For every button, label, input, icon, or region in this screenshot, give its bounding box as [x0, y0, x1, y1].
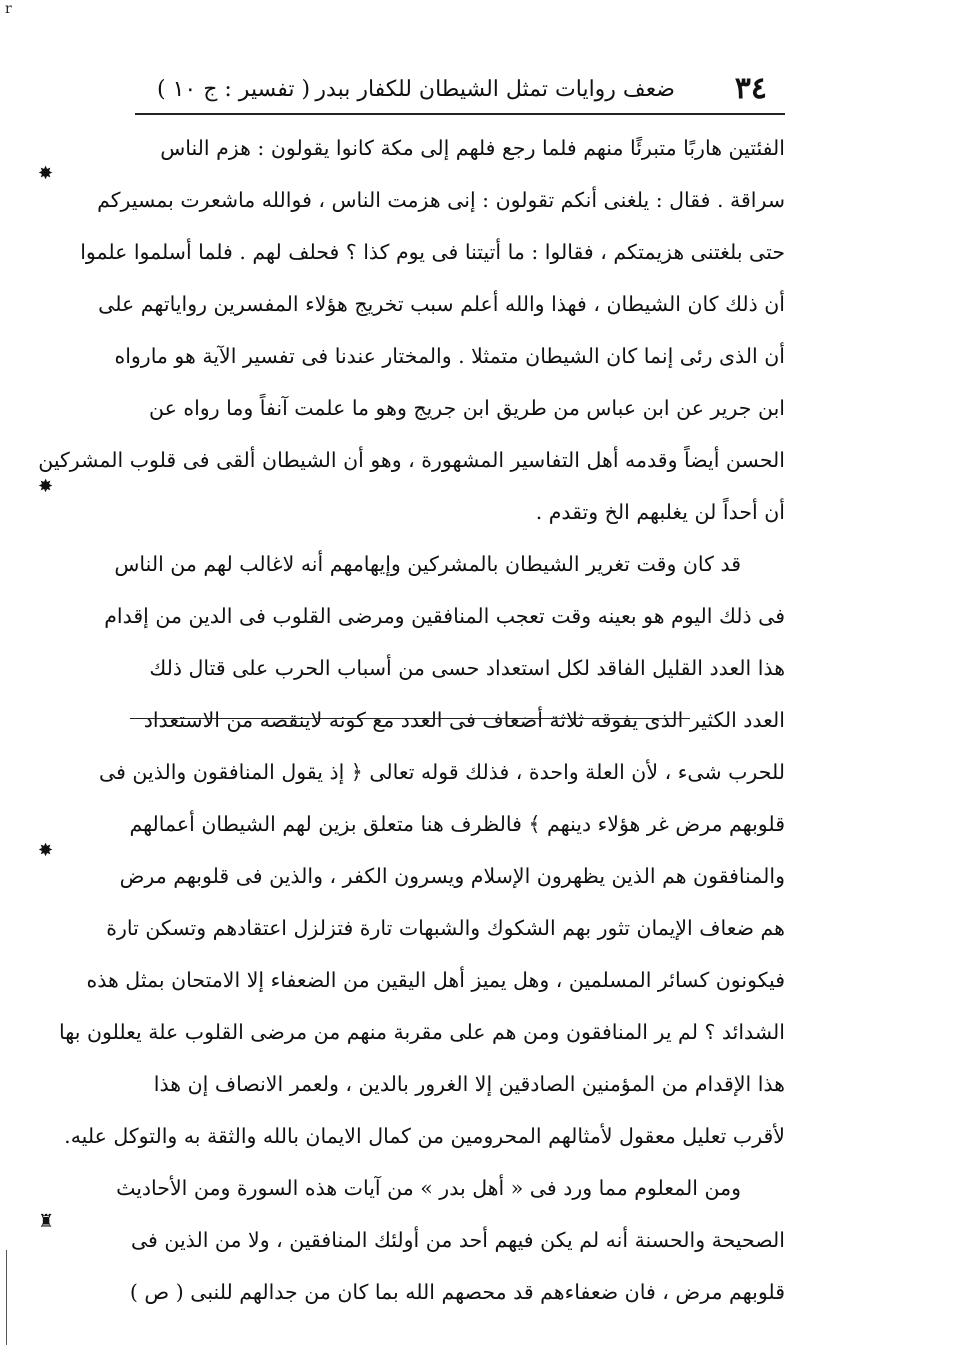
- text-line: هم ضعاف الإيمان تثور بهم الشكوك والشبهات تارة فتزلزل اعتقادهم وتسكن تارة: [106, 916, 785, 940]
- margin-ornament: ✸: [38, 840, 54, 861]
- text-line: سراقة . فقال : يلغنى أنكم تقولون : إنى هزمت الناس ، فوالله ماشعرت بمسيركم: [97, 188, 785, 212]
- text-line: الشدائد ؟ لم ير المنافقون ومن هم على مقربة منهم من مرضى القلوب علة يعللون بها: [59, 1020, 785, 1044]
- text-line: قلوبهم مرض غر هؤلاء دينهم ﴾ فالظرف هنا متعلق بزين لهم الشيطان أعمالهم: [129, 812, 785, 836]
- margin-ornament: ✸: [38, 163, 54, 184]
- corner-mark: r: [5, 1, 12, 17]
- text-line: هذا الإقدام من المؤمنين الصادقين إلا الغرور بالدين ، ولعمر الانصاف إن هذا: [153, 1072, 785, 1096]
- body-text: [38, 122, 785, 1318]
- text-line: فى ذلك اليوم هو بعينه وقت تعجب المنافقين ومرضى القلوب فى الدين من إقدام: [104, 604, 785, 628]
- text-line: الفئتين هاربًا متبرئًا منهم فلما رجع فلهم إلى مكة كانوا يقولون : هزم الناس: [160, 136, 785, 160]
- text-line: الصحيحة والحسنة أنه لم يكن فيهم أحد من أولئك المنافقين ، ولا من الذين فى: [130, 1228, 785, 1252]
- text-line: فيكونون كسائر المسلمين ، وهل يميز أهل اليقين من الضعفاء إلا الامتحان بمثل هذه: [86, 968, 785, 992]
- text-line: الحسن أيضاً وقدمه أهل التفاسير المشهورة ، وهو أن الشيطان ألقى فى قلوب المشركين: [38, 448, 785, 472]
- underline-rule: [130, 718, 690, 719]
- paragraph-start-line: ومن المعلوم مما ورد فى « أهل بدر » من آيات هذه السورة ومن الأحاديث: [116, 1176, 741, 1200]
- running-title: ضعف روايات تمثل الشيطان للكفار ببدر: [315, 77, 675, 102]
- page-header: [135, 62, 785, 118]
- text-line: ابن جرير عن ابن عباس من طريق ابن جريج وهو ما علمت آنفاً وما رواه عن: [149, 396, 785, 420]
- text-line: للحرب شىء ، لأن العلة واحدة ، فذلك قوله تعالى ﴿ إذ يقول المنافقون والذين فى: [99, 760, 785, 784]
- text-line: لأقرب تعليل معقول لأمثالهم المحرومين من كمال الايمان بالله والثقة به والتوكل عليه.: [64, 1124, 785, 1148]
- margin-ornament: ✸: [38, 476, 54, 497]
- binding-edge-line: [6, 1250, 7, 1345]
- margin-ornament: ♜: [38, 1211, 55, 1232]
- text-line: أن أحداً لن يغلبهم الخ وتقدم .: [535, 500, 785, 524]
- text-line: العدد الكثير الذى يفوقه ثلاثة أضعاف فى العدد مع كونه لاينقصه من الاستعداد: [143, 708, 785, 732]
- section-reference: ( تفسير : ج ١٠ ): [157, 77, 311, 102]
- text-line: والمنافقون هم الذين يظهرون الإسلام ويسرون الكفر ، والذين فى قلوبهم مرض: [119, 864, 785, 888]
- page-number: ٣٤: [734, 71, 767, 106]
- text-line: هذا العدد القليل الفاقد لكل استعداد حسى من أسباب الحرب على قتال ذلك: [149, 656, 785, 680]
- text-line: قلوبهم مرض ، فان ضعفاءهم قد محصهم الله بما كان من جدالهم للنبى ( ص ): [129, 1280, 785, 1304]
- text-line: حتى بلغتنى هزيمتكم ، فقالوا : ما أتيتنا فى يوم كذا ؟ فحلف لهم . فلما أسلموا علموا: [80, 240, 785, 264]
- text-line: أن ذلك كان الشيطان ، فهذا والله أعلم سبب تخريج هؤلاء المفسرين رواياتهم على: [98, 292, 785, 316]
- text-line: أن الذى رئى إنما كان الشيطان متمثلا . والمختار عندنا فى تفسير الآية هو مارواه: [114, 344, 785, 368]
- header-rule: [135, 113, 785, 115]
- paragraph-start-line: قد كان وقت تغرير الشيطان بالمشركين وإيهامهم أنه لاغالب لهم من الناس: [114, 552, 741, 576]
